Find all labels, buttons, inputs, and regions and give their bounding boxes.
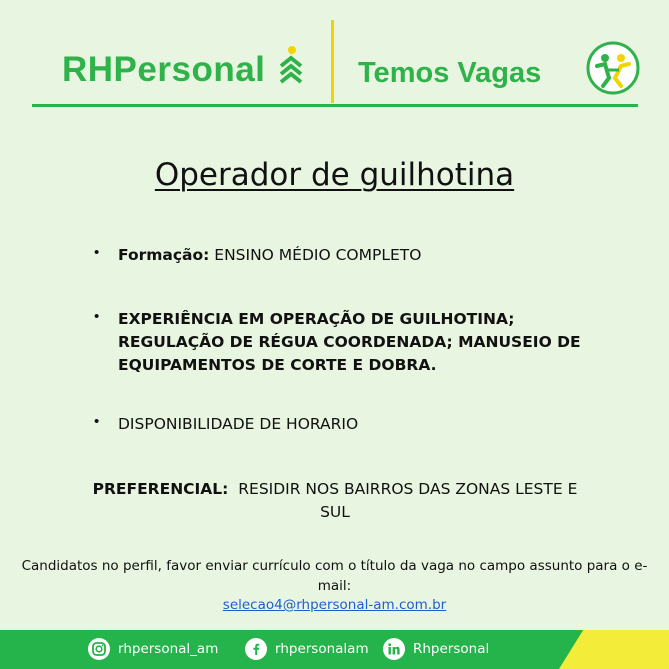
requirement-availability: DISPONIBILIDADE DE HORARIO [118, 415, 359, 433]
contact-email-link[interactable]: selecao4@rhpersonal-am.com.br [222, 597, 447, 613]
header-rule [32, 104, 638, 107]
linkedin-link[interactable] [383, 638, 489, 660]
rhpersonal-logo-icon [277, 44, 305, 90]
footer-accent [559, 630, 669, 669]
linkedin-icon [383, 638, 405, 660]
facebook-icon [245, 638, 267, 660]
requirement-value: ENSINO MÉDIO COMPLETO [209, 246, 422, 264]
requirement-experience: EXPERIÊNCIA EM OPERAÇÃO DE GUILHOTINA; REGULAÇÃO DE RÉGUA COORDENADA; MANUSEIO DE EQUIPAMENTOS DE CORTE E DOBRA. [118, 310, 581, 374]
instagram-link[interactable] [88, 638, 218, 660]
bullet-3: • [94, 413, 100, 430]
preferential-value: RESIDIR NOS BAIRROS DAS ZONAS LESTE E SUL [238, 480, 578, 521]
instagram-icon [88, 638, 110, 660]
footer-bar [0, 630, 669, 669]
tagline: Temos Vagas [358, 57, 542, 89]
job-title: Operador de guilhotina [154, 157, 515, 193]
bullet-2: • [94, 308, 100, 325]
preferential-note [90, 478, 580, 524]
linkedin-handle: Rhpersonal [413, 641, 490, 657]
requirement-label: Formação: [118, 246, 210, 264]
temos-vagas-emblem-icon [585, 40, 641, 96]
facebook-link[interactable] [245, 638, 369, 660]
brand-name: RHPersonal [62, 50, 266, 89]
facebook-handle: rhpersonalam [275, 641, 369, 657]
preferential-label: PREFERENCIAL: [92, 480, 229, 498]
instagram-handle: rhpersonal_am [118, 641, 219, 657]
requirement-education [118, 244, 421, 267]
header-divider [331, 20, 334, 103]
contact-instructions: Candidatos no perfil, favor enviar currículo com o título da vaga no campo assunto para o e-mail: [21, 558, 648, 594]
bullet-1: • [94, 244, 100, 261]
